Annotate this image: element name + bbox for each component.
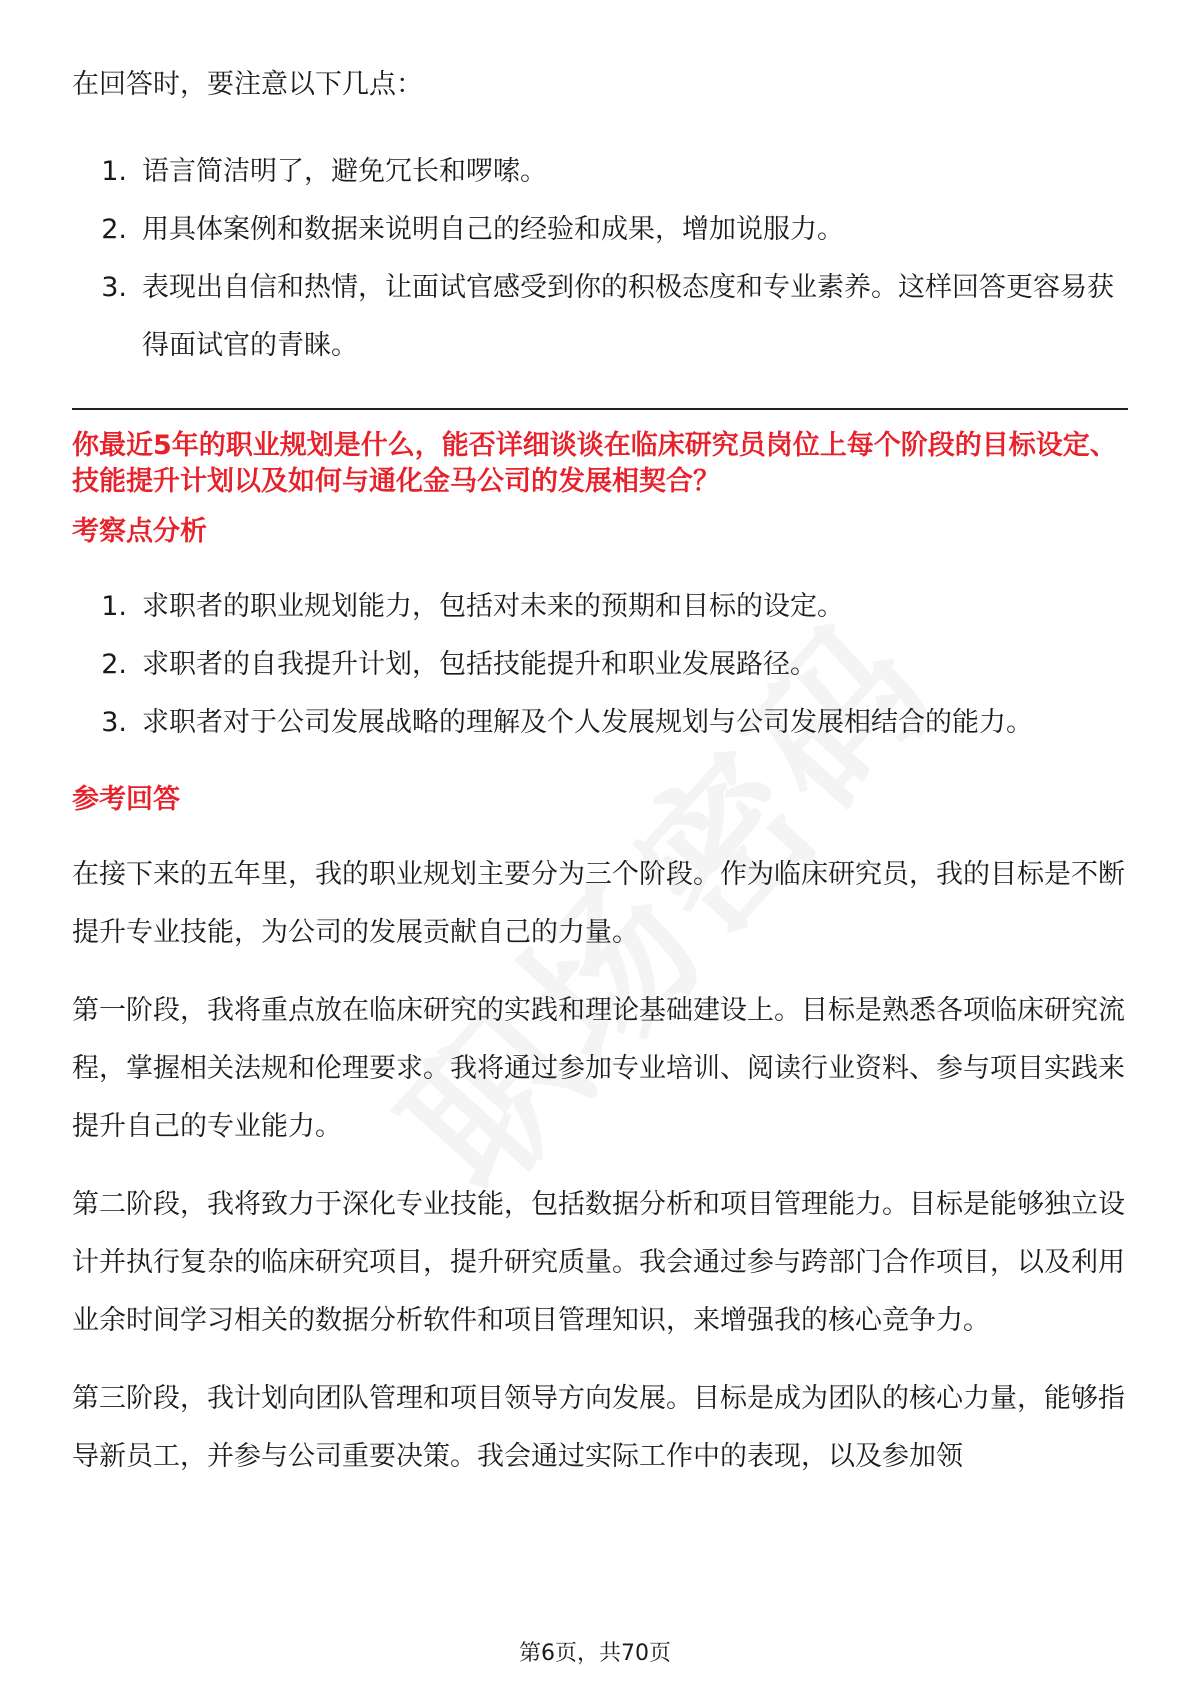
list-text: 求职者对于公司发展战略的理解及个人发展规划与公司发展相结合的能力。 [142,707,1033,738]
page-content [72,56,1128,1486]
list-text: 求职者的职业规划能力，包括对未来的预期和目标的设定。 [142,591,844,622]
answer-paragraph: 第三阶段，我计划向团队管理和项目领导方向发展。目标是成为团队的核心力量，能够指导新员工，并参与公司重要决策。我会通过实际工作中的表现，以及参加领 [72,1383,1125,1472]
list-text: 表现出自信和热情，让面试官感受到你的积极态度和专业素养。这样回答更容易获得面试官的青睐。 [142,272,1114,361]
list-number: 3. [101,272,127,303]
list-item [72,143,1128,201]
list-number: 2. [101,214,127,245]
analysis-points-list [72,578,1128,752]
list-number: 1. [101,591,127,622]
list-item [72,259,1128,375]
list-text: 语言简洁明了，避免冗长和啰嗦。 [142,156,547,187]
list-text: 用具体案例和数据来说明自己的经验和成果，增加说服力。 [142,214,844,245]
analysis-heading: 考察点分析 [72,516,207,547]
list-text: 求职者的自我提升计划，包括技能提升和职业发展路径。 [142,649,817,680]
tips-list [72,143,1128,375]
answer-paragraph: 在接下来的五年里，我的职业规划主要分为三个阶段。作为临床研究员，我的目标是不断提升专业技能，为公司的发展贡献自己的力量。 [72,859,1125,948]
list-number: 2. [101,649,127,680]
answer-heading: 参考回答 [72,784,180,815]
intro-lead: 在回答时，要注意以下几点： [72,69,423,100]
page-number: 第6页，共70页 [519,1641,671,1666]
list-item [72,201,1128,259]
section-divider [72,408,1128,410]
list-number: 3. [101,707,127,738]
list-item [72,578,1128,636]
list-item [72,694,1128,752]
answer-paragraph: 第二阶段，我将致力于深化专业技能，包括数据分析和项目管理能力。目标是能够独立设计并执行复杂的临床研究项目，提升研究质量。我会通过参与跨部门合作项目，以及利用业余时间学习相关的数据分析软件和项目管理知识，来增强我的核心竞争力。 [72,1189,1125,1336]
list-item [72,636,1128,694]
interview-question: 你最近5年的职业规划是什么，能否详细谈谈在临床研究员岗位上每个阶段的目标设定、技能提升计划以及如何与通化金马公司的发展相契合？ [72,430,1117,497]
answer-paragraph: 第一阶段，我将重点放在临床研究的实践和理论基础建设上。目标是熟悉各项临床研究流程，掌握相关法规和伦理要求。我将通过参加专业培训、阅读行业资料、参与项目实践来提升自己的专业能力。 [72,995,1125,1142]
list-number: 1. [101,156,127,187]
